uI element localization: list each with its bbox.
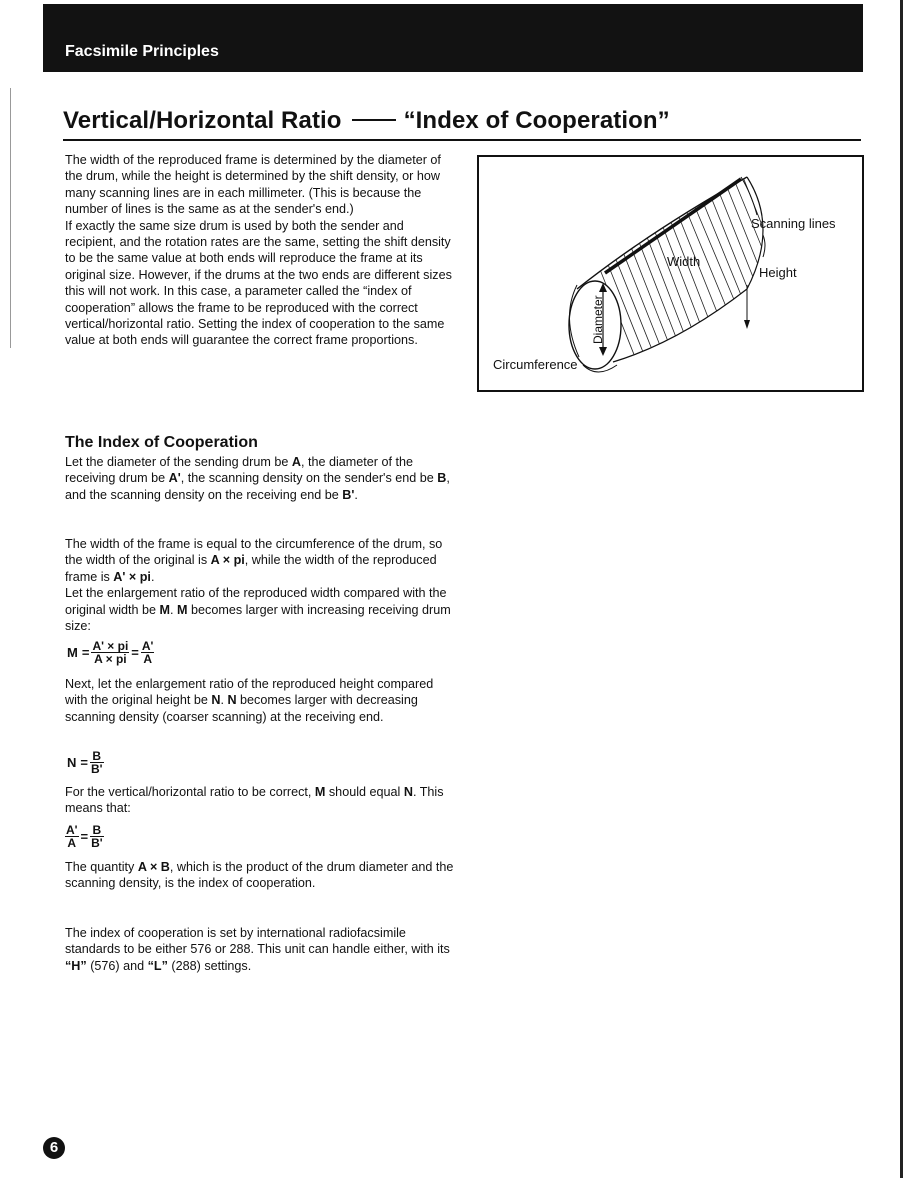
scan-edge-right [900, 0, 903, 1178]
frac-num: A' [141, 639, 154, 653]
var-n-3: N [403, 785, 413, 799]
label-circumference: Circumference [493, 357, 578, 372]
fraction-a-prime-pi-over-a-pi [91, 640, 129, 665]
p6-text-a: The index of cooperation is set by international radiofacsimile standards to be either 576 or 288. This unit can handle either, with its [65, 926, 450, 957]
var-n-2: N [227, 693, 237, 708]
frac-num: B [92, 823, 102, 837]
p2-text-a: The width of the frame is equal to the circumference of the drum, so the width of the original is [65, 537, 443, 568]
p1-text-b: , the diameter of the receiving drum be [65, 455, 413, 486]
page-title-left: Vertical/Horizontal Ratio [63, 107, 342, 134]
scanning-lines-hatch [599, 177, 769, 367]
p1-text-e: . [354, 487, 358, 502]
p2-text-c: . [150, 569, 155, 584]
definition-paragraph [65, 454, 455, 503]
frac-den: B' [90, 762, 103, 776]
equation-n [65, 750, 104, 775]
page-title [63, 107, 670, 135]
var-b-prime: B' [342, 487, 355, 502]
p4-text-a: For the vertical/horizontal ratio to be correct, [65, 785, 315, 799]
frac-num: A' × pi [92, 639, 129, 653]
p4-text-c: . This means that: [65, 785, 444, 816]
p2-text-f: becomes larger with increasing receiving drum size: [65, 602, 451, 634]
product-paragraph [65, 859, 455, 892]
intro-paragraph-2: If exactly the same size drum is used by both the sender and recipient, and the rotation rates are the same, setting the shift density to be the same value at both ends will reproduce the frame at its original size. However, if the drums at the two ends are different sizes this will not work. In this case, a parameter called the “index of cooperation” allows the frame to be reproduced with the correct vertical/horizontal ratio. Setting the index of cooperation to the same value at both ends will guarantee the correct frame proportions. [65, 218, 452, 348]
equation-ratio [65, 824, 104, 849]
expr-a-b: A × B [137, 860, 170, 874]
fraction-a-prime-over-a [141, 640, 155, 665]
var-a-prime: A' [168, 471, 181, 486]
scan-edge-left [10, 88, 11, 348]
ratio-paragraph [65, 784, 455, 817]
fraction-b-over-b-prime [90, 750, 104, 775]
frac-den: A [141, 652, 155, 665]
p1-text-c: , the scanning density on the sender's end be [180, 471, 438, 486]
setting-l: “L” [147, 958, 168, 973]
p2-text-e: . [170, 602, 178, 617]
height-paragraph [65, 676, 455, 725]
p2-text-d: Let the enlargement ratio of the reproduced width compared with the original width be [65, 586, 447, 617]
var-a: A [291, 455, 301, 469]
expr-a-prime-pi: A' × pi [113, 569, 151, 584]
page-title-right: “Index of Cooperation” [403, 107, 670, 134]
eq-ratio-equals: = [80, 829, 89, 844]
fraction-a-prime-over-a-2 [65, 824, 79, 849]
fraction-b-over-b-prime-2 [90, 824, 104, 849]
expr-a-pi: A × pi [210, 553, 245, 568]
section-header-title: Facsimile Principles [65, 43, 219, 60]
page-number: 6 [43, 1137, 65, 1159]
drum-bottom-edge [613, 289, 747, 362]
width-paragraph [65, 536, 455, 634]
p3-text-a: Next, let the enlargement ratio of the reproduced height compared with the original height be [65, 677, 434, 708]
label-scanning-lines: Scanning lines [751, 216, 836, 231]
var-m-3: M [314, 785, 326, 799]
setting-h: “H” [65, 958, 87, 973]
eq-m-lhs: M [67, 645, 78, 660]
scanning-lines-pointer [741, 177, 757, 215]
intro-text [65, 152, 455, 349]
p4-text-b: should equal [325, 785, 404, 799]
header-bar [43, 4, 863, 72]
label-diameter: Diameter [591, 295, 605, 344]
p6-text-b: (576) and [86, 958, 148, 973]
p1-text-a: Let the diameter of the sending drum be [65, 455, 292, 469]
var-b: B [437, 471, 447, 486]
label-height: Height [759, 265, 797, 280]
section-heading: The Index of Cooperation [65, 434, 258, 451]
var-m: M [159, 602, 171, 617]
frac-num: A' [66, 823, 78, 837]
p2-text-b: , while the width of the reproduced frame is [65, 553, 437, 584]
p3-text-c: becomes larger with decreasing scanning density (coarser scanning) at the receiving end. [65, 693, 418, 724]
title-dash [352, 119, 396, 121]
title-rule [63, 139, 861, 141]
p3-text-b: . [220, 693, 228, 708]
var-m-2: M [177, 602, 188, 617]
frac-den: A × pi [91, 652, 129, 665]
height-pointer [763, 235, 765, 257]
equation-m [65, 640, 154, 665]
frac-num: B [92, 749, 102, 763]
eq-m-equals-2: = [131, 645, 139, 660]
p5-text-a: The quantity [65, 860, 138, 874]
eq-n-lhs: N [67, 755, 77, 770]
drum-figure [477, 155, 864, 392]
label-width: Width [667, 254, 701, 269]
eq-m-equals: = [81, 645, 90, 660]
eq-n-equals: = [80, 755, 88, 770]
standards-paragraph [65, 925, 455, 974]
intro-paragraph-1: The width of the reproduced frame is determined by the diameter of the drum, while the height is determined by the shift density, or how many scanning lines are in each millimeter. (This is because the number of lines is the same as at the sender's end.) [65, 153, 441, 217]
p1-text-d: , and the scanning density on the receiving end be [65, 471, 450, 502]
frac-den: A [65, 836, 79, 849]
p5-text-b: , which is the product of the drum diameter and the scanning density, is the index of cooperation. [65, 860, 454, 891]
drum-diagram [479, 157, 862, 390]
p6-text-c: (288) settings. [167, 958, 252, 973]
frac-den: B' [91, 836, 103, 850]
var-n: N [211, 693, 221, 708]
